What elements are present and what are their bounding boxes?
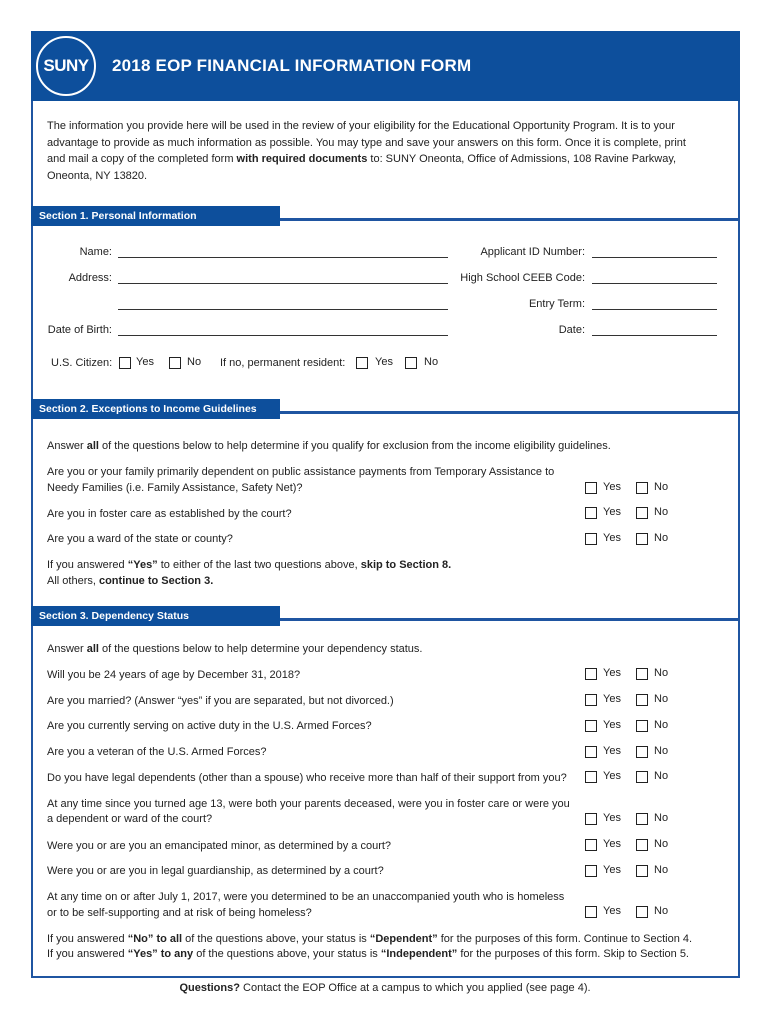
- applicant-id-label: Applicant ID Number:: [480, 246, 585, 258]
- citizen-label: U.S. Citizen:: [51, 357, 113, 369]
- question-text: Are you in foster care as established by the court?: [47, 508, 292, 520]
- yes-checkbox[interactable]: [585, 482, 597, 494]
- no-checkbox[interactable]: [636, 482, 648, 494]
- citizen-yes-checkbox[interactable]: [119, 357, 131, 369]
- question-text: a dependent or ward of the court?: [47, 813, 213, 825]
- question-text: Needy Families (i.e. Family Assistance, Safety Net)?: [47, 482, 303, 494]
- no-label: No: [654, 838, 669, 850]
- yes-checkbox[interactable]: [585, 813, 597, 825]
- no-checkbox[interactable]: [636, 839, 648, 851]
- yes-checkbox[interactable]: [585, 906, 597, 918]
- yes-checkbox[interactable]: [585, 865, 597, 877]
- entry-term-field[interactable]: [592, 309, 717, 310]
- no-checkbox[interactable]: [636, 507, 648, 519]
- yes-label: Yes: [603, 812, 621, 824]
- yes-checkbox[interactable]: [585, 746, 597, 758]
- date-field[interactable]: [592, 335, 717, 336]
- section-3-result: If you answered “No” to all of the questions above, your status is “Dependent” for the purposes of this form. Continue to Section 4.: [47, 933, 693, 945]
- section-2-header: Section 2. Exceptions to Income Guidelines: [31, 399, 740, 419]
- date-label: Date:: [558, 324, 585, 336]
- yes-label: Yes: [603, 532, 621, 544]
- section-3-intro: Answer all of the questions below to help determine your dependency status.: [47, 643, 423, 655]
- citizen-yes-label: Yes: [136, 356, 154, 368]
- yes-label: Yes: [603, 481, 621, 493]
- form-title: 2018 EOP FINANCIAL INFORMATION FORM: [112, 56, 472, 75]
- section-2-note: If you answered “Yes” to either of the last two questions above, skip to Section 8.: [47, 559, 452, 571]
- yes-checkbox[interactable]: [585, 533, 597, 545]
- no-checkbox[interactable]: [636, 771, 648, 783]
- question-text: Are you or your family primarily dependent on public assistance payments from Temporary Assistance to: [47, 466, 555, 478]
- no-checkbox[interactable]: [636, 720, 648, 732]
- yes-label: Yes: [603, 770, 621, 782]
- section-1-header: Section 1. Personal Information: [31, 206, 740, 226]
- yes-checkbox[interactable]: [585, 507, 597, 519]
- question-text: Are you a ward of the state or county?: [47, 533, 233, 545]
- no-checkbox[interactable]: [636, 694, 648, 706]
- yes-label: Yes: [603, 745, 621, 757]
- no-checkbox[interactable]: [636, 906, 648, 918]
- dob-label: Date of Birth:: [47, 324, 112, 336]
- no-label: No: [654, 481, 669, 493]
- address-label: Address:: [68, 272, 112, 284]
- no-label: No: [654, 745, 669, 757]
- dob-field[interactable]: [118, 335, 448, 336]
- address-field-line-2[interactable]: [118, 309, 448, 310]
- no-checkbox[interactable]: [636, 533, 648, 545]
- yes-label: Yes: [603, 693, 621, 705]
- perm-resident-label: If no, permanent resident:: [220, 357, 346, 369]
- name-field[interactable]: [118, 257, 448, 258]
- intro-paragraph: The information you provide here will be used in the review of your eligibility for the Educational Opportunity Program. It is to your advantage to provide as much information as possible. You may type and save your answers on this form. Once it is complete, print and mail a copy of the completed form with required documents to: SUNY Oneonta, Office of Admissions, 108 Ravine Parkway, Oneonta, NY 13820.: [47, 120, 686, 182]
- yes-checkbox[interactable]: [585, 771, 597, 783]
- no-label: No: [654, 770, 669, 782]
- no-label: No: [654, 905, 669, 917]
- footer-questions: Questions? Contact the EOP Office at a campus to which you applied (see page 4).: [179, 982, 591, 994]
- no-checkbox[interactable]: [636, 746, 648, 758]
- perm-resident-no-label: No: [424, 356, 439, 368]
- yes-label: Yes: [603, 864, 621, 876]
- citizen-no-checkbox[interactable]: [169, 357, 181, 369]
- citizen-no-label: No: [187, 356, 202, 368]
- no-label: No: [654, 719, 669, 731]
- ceeb-field[interactable]: [592, 283, 717, 284]
- entry-term-label: Entry Term:: [528, 298, 585, 310]
- yes-checkbox[interactable]: [585, 720, 597, 732]
- ceeb-label: High School CEEB Code:: [460, 272, 585, 284]
- question-text: Are you married? (Answer “yes” if you are separated, but not divorced.): [47, 695, 394, 707]
- question-text: Do you have legal dependents (other than a spouse) who receive more than half of their support from you?: [47, 772, 567, 784]
- yes-checkbox[interactable]: [585, 839, 597, 851]
- yes-label: Yes: [603, 719, 621, 731]
- suny-logo: SUNY: [36, 36, 96, 96]
- question-text: Were you or are you an emancipated minor, as determined by a court?: [47, 840, 392, 852]
- applicant-id-field[interactable]: [592, 257, 717, 258]
- no-label: No: [654, 667, 669, 679]
- no-label: No: [654, 693, 669, 705]
- question-text: Are you a veteran of the U.S. Armed Forces?: [47, 746, 267, 758]
- yes-checkbox[interactable]: [585, 694, 597, 706]
- yes-label: Yes: [603, 905, 621, 917]
- question-text: At any time on or after July 1, 2017, were you determined to be an unaccompanied youth who is homeless: [47, 891, 565, 903]
- section-2-note: All others, continue to Section 3.: [47, 575, 214, 587]
- perm-resident-yes-label: Yes: [375, 356, 393, 368]
- no-checkbox[interactable]: [636, 813, 648, 825]
- question-text: or to be self-supporting and at risk of being homeless?: [47, 907, 312, 919]
- no-label: No: [654, 864, 669, 876]
- name-label: Name:: [79, 246, 112, 258]
- question-text: Will you be 24 years of age by December 31, 2018?: [47, 669, 301, 681]
- yes-label: Yes: [603, 667, 621, 679]
- section-3-result: If you answered “Yes” to any of the questions above, your status is “Independent” for the purposes of this form. Skip to Section 5.: [47, 948, 689, 960]
- perm-resident-no-checkbox[interactable]: [405, 357, 417, 369]
- yes-label: Yes: [603, 838, 621, 850]
- question-text: Are you currently serving on active duty in the U.S. Armed Forces?: [47, 720, 372, 732]
- no-checkbox[interactable]: [636, 668, 648, 680]
- no-label: No: [654, 506, 669, 518]
- address-field[interactable]: [118, 283, 448, 284]
- perm-resident-yes-checkbox[interactable]: [356, 357, 368, 369]
- no-label: No: [654, 532, 669, 544]
- section-2-intro: Answer all of the questions below to help determine if you qualify for exclusion from the income eligibility guidelines.: [47, 440, 611, 452]
- question-text: At any time since you turned age 13, were both your parents deceased, were you in foster care or were you: [47, 798, 570, 810]
- section-3-header: Section 3. Dependency Status: [31, 606, 740, 626]
- question-text: Were you or are you in legal guardianship, as determined by a court?: [47, 865, 384, 877]
- no-label: No: [654, 812, 669, 824]
- yes-label: Yes: [603, 506, 621, 518]
- yes-checkbox[interactable]: [585, 668, 597, 680]
- no-checkbox[interactable]: [636, 865, 648, 877]
